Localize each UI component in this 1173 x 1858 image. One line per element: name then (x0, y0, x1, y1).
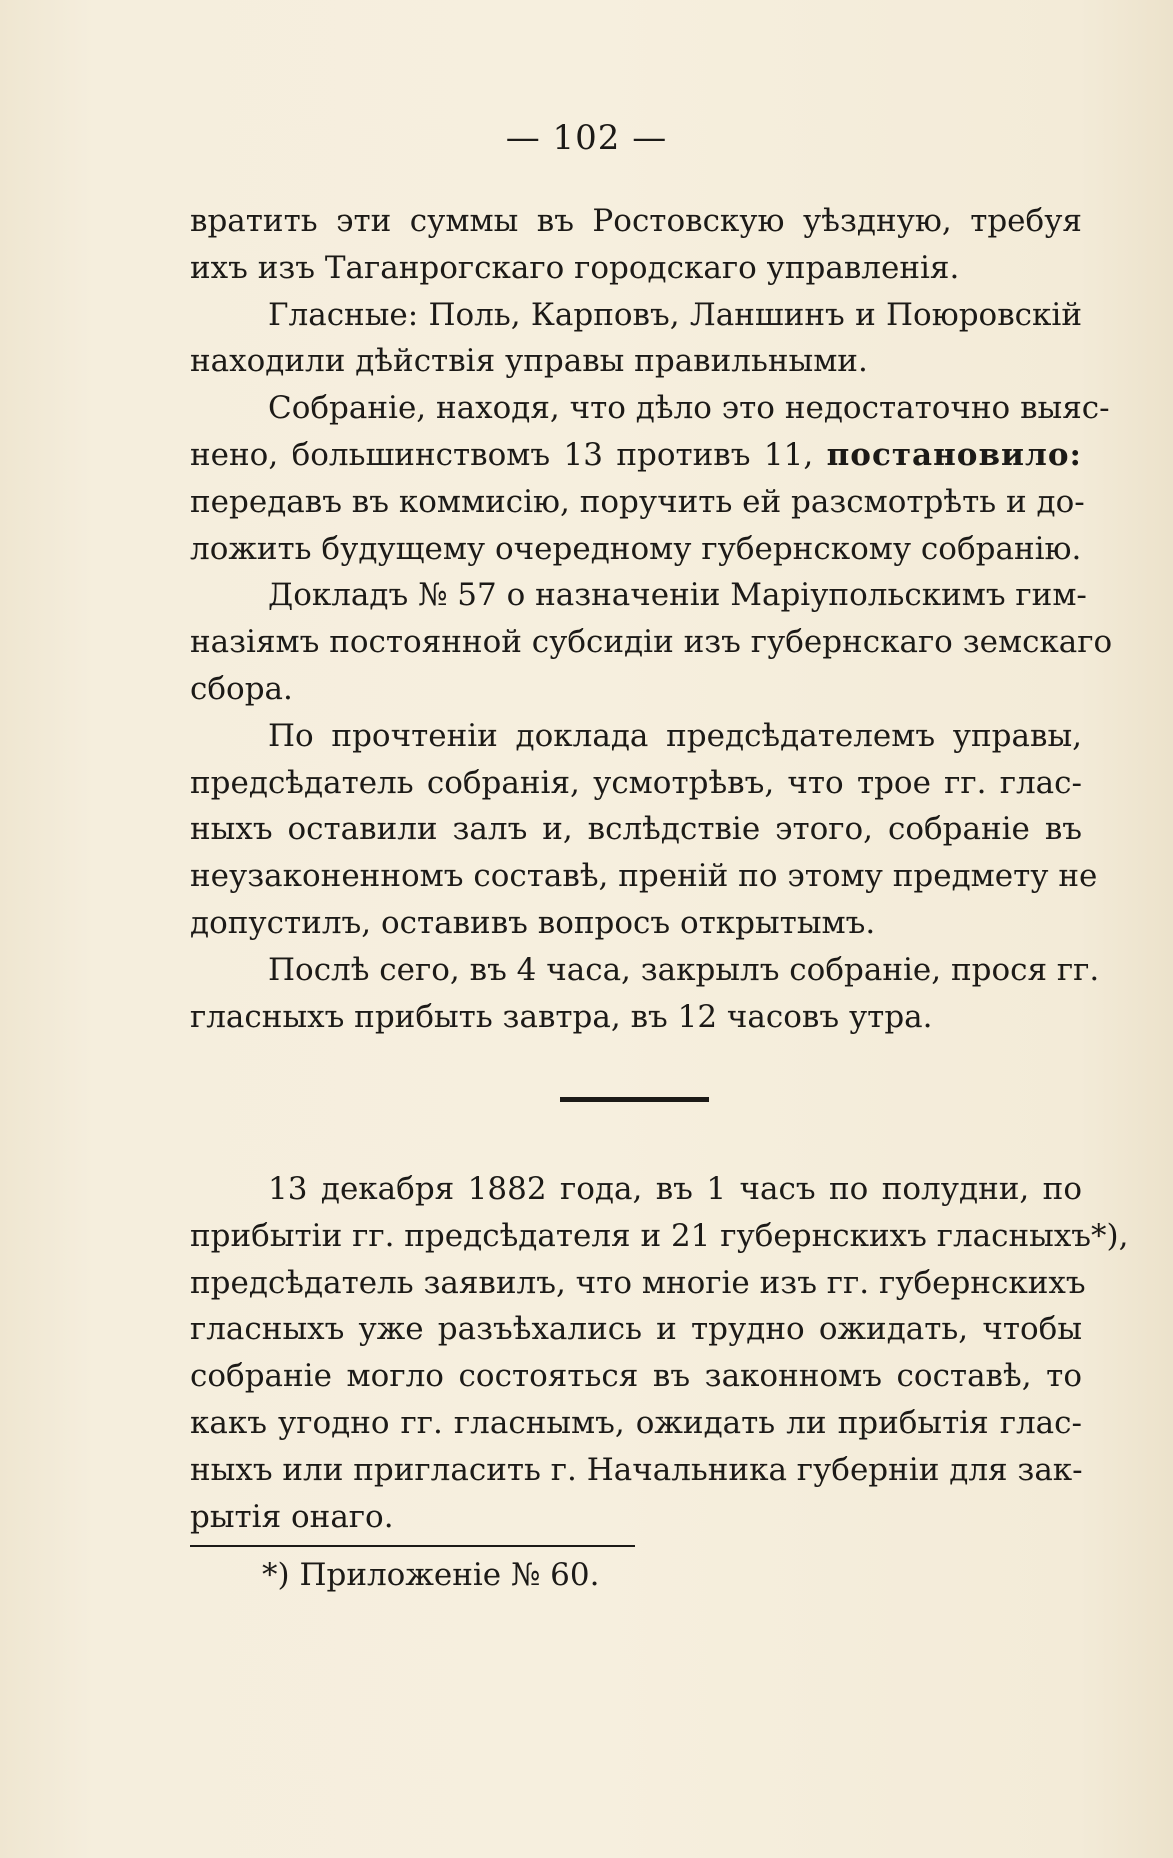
text-line: Собраніе, находя, что дѣло это недостаточно выяс- (268, 390, 1110, 427)
text-line: гласныхъ прибыть завтра, въ 12 часовъ утра. (190, 998, 933, 1035)
text-line: ложить будущему очередному губернскому собранію. (190, 530, 1082, 567)
text-line: допустилъ, оставивъ вопросъ открытымъ. (190, 904, 876, 941)
text-line: предсѣдатель собранія, усмотрѣвъ, что трое гг. глас- (190, 764, 1082, 801)
text-line: неузаконенномъ составѣ, преній по этому предмету не (190, 858, 1098, 895)
text-line: Гласные: Поль, Карповъ, Ланшинъ и Поюровскій (268, 296, 1082, 333)
section-2-text (190, 1166, 1129, 1540)
text-line: назіямъ постоянной субсидіи изъ губернскаго земскаго (190, 624, 1113, 661)
body-text (190, 198, 1113, 1040)
section-separator (560, 1097, 709, 1102)
text-line (190, 432, 1082, 479)
text-line: сбора. (190, 670, 293, 707)
footnote: *) Приложеніе № 60. (262, 1557, 600, 1593)
text-line: Докладъ № 57 о назначеніи Маріупольскимъ гим- (268, 577, 1087, 614)
text-line: По прочтеніи доклада предсѣдателемъ управы, (268, 717, 1082, 754)
text-line: ныхъ или пригласить г. Начальника губерніи для зак- (190, 1451, 1083, 1488)
text-line: ихъ изъ Таганрогскаго городскаго управленія. (190, 249, 960, 286)
page-number: — 102 — (505, 118, 668, 158)
text-line: рытія онаго. (190, 1498, 394, 1535)
text-line: какъ угодно гг. гласнымъ, ожидать ли прибытія глас- (190, 1404, 1082, 1441)
text-line: 13 декабря 1882 года, въ 1 часъ по полудни, по (268, 1171, 1082, 1207)
text-fragment: нено, большинствомъ 13 противъ 11, (190, 436, 827, 473)
text-line: вратить эти суммы въ Ростовскую уѣздную, требуя (190, 203, 1082, 239)
text-line: прибытіи гг. предсѣдателя и 21 губернскихъ гласныхъ*), (190, 1217, 1129, 1254)
text-line: находили дѣйствія управы правильными. (190, 343, 868, 380)
emphasized-word: постановило: (826, 436, 1082, 473)
text-line: собраніе могло состояться въ законномъ составѣ, то (190, 1358, 1082, 1395)
text-line: ныхъ оставили залъ и, вслѣдствіе этого, собраніе въ (190, 811, 1082, 848)
text-line: передавъ въ коммисію, поручить ей разсмотрѣть и до- (190, 483, 1085, 520)
text-line: предсѣдатель заявилъ, что многіе изъ гг. губернскихъ (190, 1264, 1086, 1301)
text-line: гласныхъ уже разъѣхались и трудно ожидать, чтобы (190, 1311, 1082, 1348)
footnote-rule (190, 1545, 635, 1547)
text-line: Послѣ сего, въ 4 часа, закрылъ собраніе, прося гг. (268, 951, 1100, 988)
